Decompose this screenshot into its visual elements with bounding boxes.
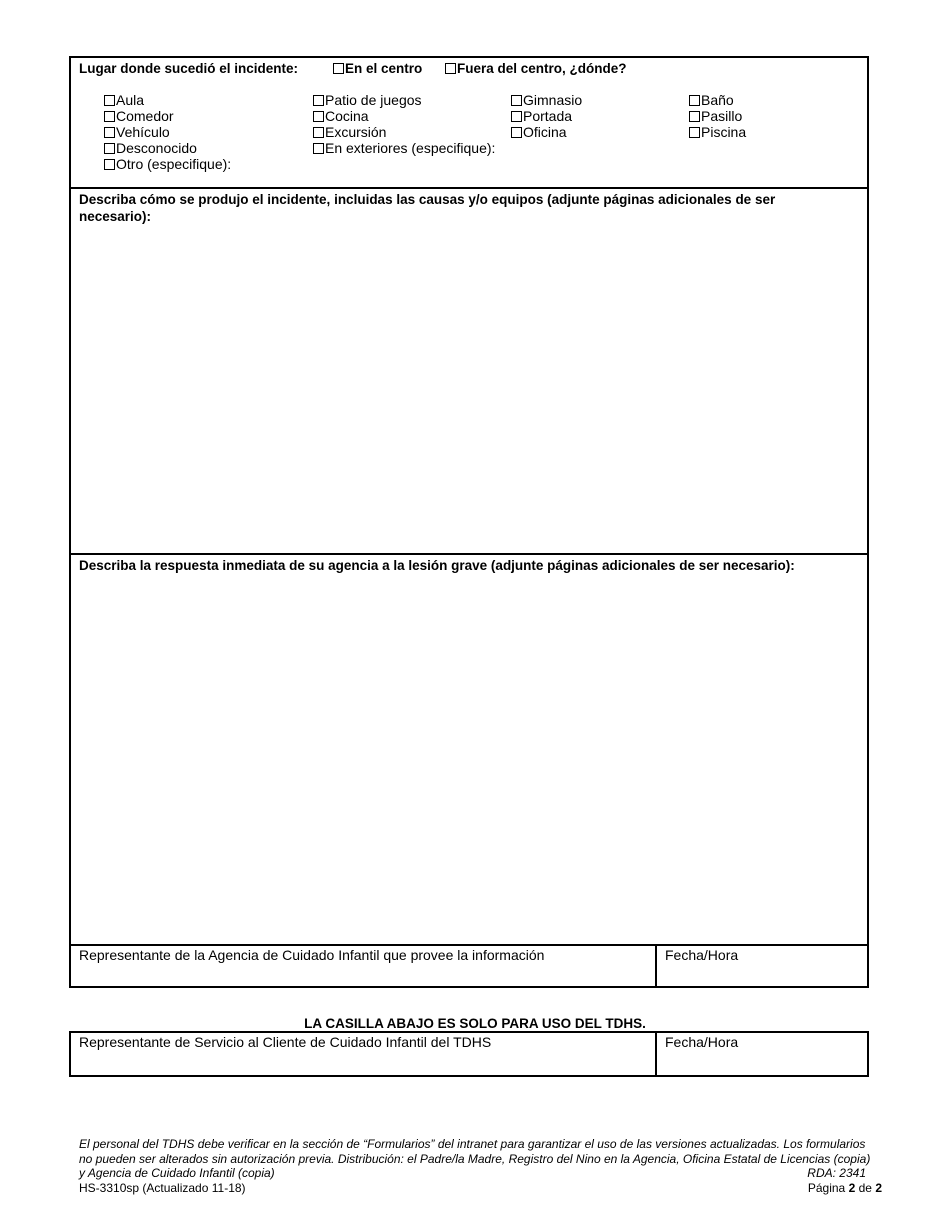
incident-description-label: Describa cómo se produjo el incidente, incluidas las causas y/o equipos (adjunte páginas adicionales de ser necesario):: [79, 192, 776, 224]
footer-form-id: HS-3310sp (Actualizado 11-18): [79, 1181, 246, 1195]
checkbox-icon[interactable]: [689, 127, 700, 138]
option-aula[interactable]: Aula: [104, 92, 231, 108]
footer-rda: RDA: 2341: [807, 1166, 866, 1180]
checkbox-icon[interactable]: [104, 127, 115, 138]
tdhs-date-field[interactable]: [657, 1033, 867, 1075]
checkbox-in-center[interactable]: [333, 63, 344, 74]
page-current: 2: [848, 1181, 856, 1195]
incident-description-area[interactable]: [71, 189, 867, 553]
checkbox-icon[interactable]: [689, 95, 700, 106]
checkbox-outside-center[interactable]: [445, 63, 456, 74]
agency-rep-field[interactable]: [71, 946, 655, 986]
location-column-1: [104, 92, 231, 172]
agency-date-label: Fecha/Hora: [665, 947, 739, 963]
checkbox-icon[interactable]: [104, 143, 115, 154]
option-exteriores[interactable]: En exteriores (especifique):: [313, 140, 495, 156]
option-pasillo[interactable]: Pasillo: [689, 108, 746, 124]
option-piscina[interactable]: Piscina: [689, 124, 746, 140]
checkbox-icon[interactable]: [313, 111, 324, 122]
checkbox-icon[interactable]: [511, 95, 522, 106]
tdhs-rep-label: Representante de Servicio al Cliente de Cuidado Infantil del TDHS: [79, 1034, 492, 1050]
location-column-4: [689, 92, 746, 140]
response-description-area[interactable]: [71, 555, 867, 943]
location-column-3: [511, 92, 582, 140]
option-in-center[interactable]: En el centro: [333, 60, 422, 77]
option-excursion[interactable]: Excursión: [313, 124, 495, 140]
page-of: de: [858, 1181, 872, 1195]
footer-notice: El personal del TDHS debe verificar en la sección de “Formularios” del intranet para garantizar el uso de las versiones actualizadas. Los formularios no pueden ser alterados sin autorización previa. Distribución: el Padre/la Madre, Registro del Nino en la Agencia, Oficina Estatal de Licencias (copia) y Agencia de Cuidado Infantil (copia): [79, 1137, 871, 1180]
checkbox-icon[interactable]: [313, 127, 324, 138]
checkbox-icon[interactable]: [104, 111, 115, 122]
incident-form-frame: [69, 56, 869, 988]
checkbox-icon[interactable]: [511, 127, 522, 138]
option-otro[interactable]: Otro (especifique):: [104, 156, 231, 172]
tdhs-box-frame: [69, 1031, 869, 1077]
page-word: Página: [807, 1181, 846, 1195]
option-bano[interactable]: Baño: [689, 92, 746, 108]
option-desconocido[interactable]: Desconocido: [104, 140, 231, 156]
option-gimnasio[interactable]: Gimnasio: [511, 92, 582, 108]
location-label: Lugar donde sucedió el incidente:: [79, 61, 299, 76]
location-column-2: [313, 92, 495, 156]
agency-date-field[interactable]: [657, 946, 867, 986]
tdhs-rep-field[interactable]: [71, 1033, 655, 1075]
checkbox-icon[interactable]: [104, 95, 115, 106]
checkbox-icon[interactable]: [689, 111, 700, 122]
option-patio[interactable]: Patio de juegos: [313, 92, 495, 108]
footer-page-number: [808, 1181, 882, 1195]
option-outside-center[interactable]: Fuera del centro, ¿dónde?: [445, 60, 627, 77]
page-total: 2: [875, 1181, 882, 1195]
tdhs-box-heading: LA CASILLA ABAJO ES SOLO PARA USO DEL TDHS.: [304, 1016, 646, 1031]
option-portada[interactable]: Portada: [511, 108, 582, 124]
checkbox-icon[interactable]: [313, 95, 324, 106]
response-description-label: Describa la respuesta inmediata de su agencia a la lesión grave (adjunte páginas adicionales de ser necesario):: [79, 558, 795, 573]
agency-rep-label: Representante de la Agencia de Cuidado Infantil que provee la información: [79, 947, 545, 963]
tdhs-date-label: Fecha/Hora: [665, 1034, 739, 1050]
checkbox-icon[interactable]: [313, 143, 324, 154]
option-vehiculo[interactable]: Vehículo: [104, 124, 231, 140]
option-comedor[interactable]: Comedor: [104, 108, 231, 124]
checkbox-icon[interactable]: [104, 159, 115, 170]
checkbox-icon[interactable]: [511, 111, 522, 122]
option-oficina[interactable]: Oficina: [511, 124, 582, 140]
option-cocina[interactable]: Cocina: [313, 108, 495, 124]
